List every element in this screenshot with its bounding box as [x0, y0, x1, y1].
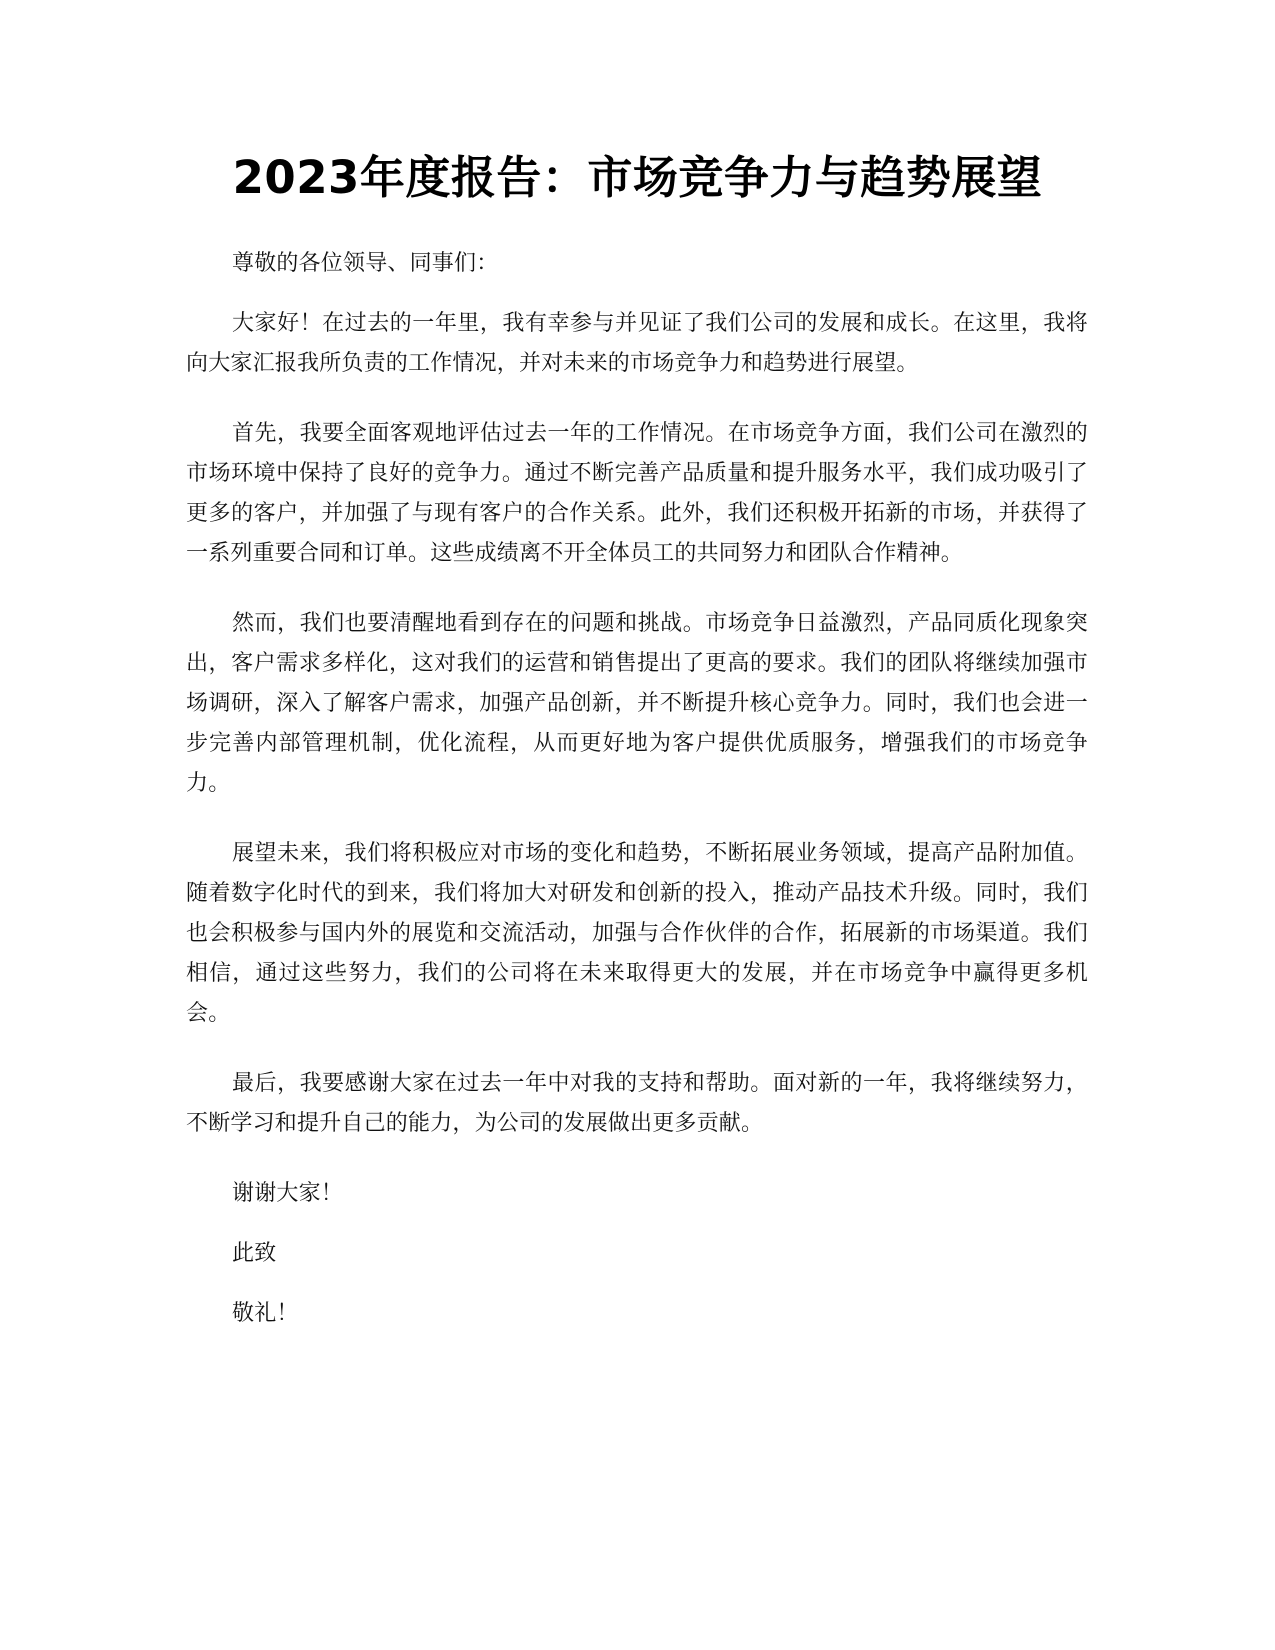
paragraph-challenges: 然而，我们也要清醒地看到存在的问题和挑战。市场竞争日益激烈，产品同质化现象突出，客户需求多样化，这对我们的运营和销售提出了更高的要求。我们的团队将继续加强市场调研，深入了解客户需求，加强产品创新，并不断提升核心竞争力。同时，我们也会进一步完善内部管理机制，优化流程，从而更好地为客户提供优质服务，增强我们的市场竞争力。 — [186, 611, 1088, 796]
closing-line-2: 敬礼！ — [232, 1301, 299, 1326]
salutation: 尊敬的各位领导、同事们： — [232, 251, 499, 276]
document-body — [186, 244, 1088, 1354]
paragraph-gratitude: 最后，我要感谢大家在过去一年中对我的支持和帮助。面对新的一年，我将继续努力，不断学习和提升自己的能力，为公司的发展做出更多贡献。 — [186, 1071, 1088, 1136]
paragraph-outlook: 展望未来，我们将积极应对市场的变化和趋势，不断拓展业务领域，提高产品附加值。随着数字化时代的到来，我们将加大对研发和创新的投入，推动产品技术升级。同时，我们也会积极参与国内外的展览和交流活动，加强与合作伙伴的合作，拓展新的市场渠道。我们相信，通过这些努力，我们的公司将在未来取得更大的发展，并在市场竞争中赢得更多机会。 — [186, 841, 1088, 1026]
paragraph-review: 首先，我要全面客观地评估过去一年的工作情况。在市场竞争方面，我们公司在激烈的市场环境中保持了良好的竞争力。通过不断完善产品质量和提升服务水平，我们成功吸引了更多的客户，并加强了与现有客户的合作关系。此外，我们还积极开拓新的市场，并获得了一系列重要合同和订单。这些成绩离不开全体员工的共同努力和团队合作精神。 — [186, 421, 1088, 566]
paragraph-intro: 大家好！在过去的一年里，我有幸参与并见证了我们公司的发展和成长。在这里，我将向大家汇报我所负责的工作情况，并对未来的市场竞争力和趋势进行展望。 — [186, 311, 1088, 376]
document-title: 2023年度报告：市场竞争力与趋势展望 — [232, 151, 1043, 204]
thanks-line: 谢谢大家！ — [232, 1181, 344, 1206]
closing-line-1: 此致 — [232, 1241, 277, 1266]
